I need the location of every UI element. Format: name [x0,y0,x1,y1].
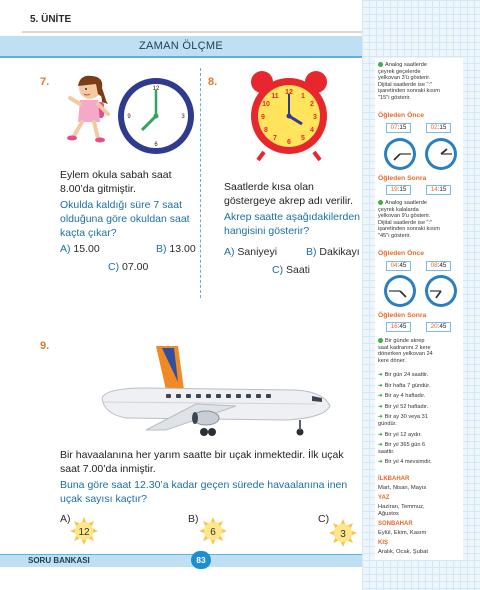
unit-underline [22,31,362,33]
q7-text-line2: 8.00’da gitmiştir. [60,183,136,195]
digital-time-8: 20:45 [426,322,451,332]
sidebar-clocks-quarter-to [381,273,461,309]
q9-text-line1: Bir havaalanına her yarım saatte bir uçak inmektedir. İlk uçak [60,449,344,461]
q8-text-line1: Saatlerde kısa olan [224,181,314,193]
svg-text:4: 4 [310,127,314,134]
sidebar-am-heading-2: Öğleden Önce [378,250,425,257]
q7-question-line3: kaçta çıkar? [60,227,117,239]
svg-text:3: 3 [181,114,185,120]
arrow-icon: ➜ [378,403,383,410]
digital-time-4: 14:15 [426,185,451,195]
season-summer-label: YAZ [378,495,390,501]
q9-option-a-label: A) [60,513,71,525]
footer-label: SORU BANKASI [28,556,90,565]
season-autumn-months: Eylül, Ekim, Kasım [378,530,427,536]
q7-number: 7. [40,76,50,88]
arrow-icon: ➜ [378,442,383,449]
sidebar-pm-heading-2: Öğleden Sonra [378,312,427,319]
q9-option-a-value: 12 [78,527,90,538]
q9-option-b-value: 6 [210,527,216,538]
season-spring-months: Mart, Nisan, Mayıs [378,485,427,491]
svg-text:7: 7 [273,135,277,142]
season-winter-label: KIŞ [378,540,389,546]
page-number: 83 [191,551,211,569]
q9-option-c-value: 3 [340,529,346,540]
q8-option-b[interactable]: B) Dakikayı [306,246,360,258]
season-autumn-label: SONBAHAR [378,521,413,527]
svg-text:11: 11 [271,93,279,100]
bullet-icon [378,62,383,67]
section-title: ZAMAN ÖLÇME [139,40,223,52]
airplane-illustration [86,338,332,440]
digital-time-5: 04:45 [386,261,411,271]
digital-time-1: 07:15 [386,123,411,133]
bullet-icon [378,338,383,343]
sidebar-info-day-rotation: Bir günde akrep saat kadranını 2 kere dönerken yelkovan 24 kere döner. [378,338,433,364]
q9-question-line2: uçak sayısı kaçtır? [60,493,147,505]
q9-text-line2: saat 7.00’da inmiştir. [60,463,156,475]
q8-question-line2: hangisini gösterir? [224,225,310,237]
arrow-icon: ➜ [378,393,383,400]
q7-text-line1: Eylem okula sabah saat [60,169,172,181]
column-divider [200,68,201,298]
analog-clock-icon [116,76,196,156]
sidebar-info-quarter-to: Analog saatlerde çeyrek kalalarda yelkovan 9'u gösterir. Dijital saatlerde ise ":" işaretinden sonraki kısım "45"i gösterir. [378,200,440,239]
sidebar-info-quarter-past: Analog saatlerde çeyrek geçelerde yelkovan 3'ü gösterir. Dijital saatlerde ise ":" işaretinden sonraki kısım "15"i gösterir. [378,62,440,101]
q7-question-line2: olduğuna göre okuldan saat [60,213,190,225]
q7-option-c[interactable]: C) 07.00 [108,261,149,273]
svg-text:12: 12 [152,86,160,92]
sidebar-clocks-quarter-past [381,136,461,172]
arrow-icon: ➜ [378,414,383,421]
svg-text:9: 9 [127,114,131,120]
q9-option-c-label: C) [318,513,330,525]
q9-option-b-sun-icon[interactable] [198,516,228,546]
girl-illustration [66,74,114,146]
digital-time-2: 02:15 [426,123,451,133]
sidebar-time-facts: ➜ Bir gün 24 saattir. ➜ Bir hafta 7 gündür. ➜ Bir ay 4 haftadır. ➜ Bir yıl 52 haftadır. ➜ Bir ay 30 veya 31 gündür. ➜ Bir yıl 12 aydır. ➜ Bir yıl 365 gün 6 saattir. ➜ Bir yıl 4 mevsimdir. [378,372,432,466]
q8-number: 8. [208,76,218,88]
svg-text:2: 2 [310,101,314,108]
bullet-icon [378,200,383,205]
svg-text:5: 5 [301,135,305,142]
q9-option-a-sun-icon[interactable] [69,516,99,546]
q7-option-a[interactable]: A) 15.00 [60,243,100,255]
season-winter-months: Aralık, Ocak, Şubat [378,549,428,555]
q7-question-line1: Okulda kaldığı süre 7 saat [60,199,182,211]
arrow-icon: ➜ [378,459,383,466]
svg-text:3: 3 [313,114,317,121]
q8-text-line2: göstergeye akrep adı verilir. [224,195,353,207]
season-spring-label: İLKBAHAR [378,476,410,482]
q9-option-c-sun-icon[interactable] [328,518,358,548]
q8-option-a[interactable]: A) Saniyeyi [224,246,278,258]
q9-number: 9. [40,340,50,352]
arrow-icon: ➜ [378,431,383,438]
svg-text:6: 6 [287,139,291,146]
svg-text:12: 12 [285,89,293,96]
season-summer-months: Haziran, Temmuz, Ağustos [378,504,425,517]
section-header [0,36,362,58]
svg-text:1: 1 [301,93,305,100]
arrow-icon: ➜ [378,372,383,378]
unit-title: 5. ÜNİTE [30,14,72,25]
digital-time-3: 19:15 [386,185,411,195]
svg-text:6: 6 [154,142,158,148]
q9-question-line1: Buna göre saat 12.30’a kadar geçen sürede havaalanına inen [60,479,348,491]
q9-option-b-label: B) [188,513,199,525]
svg-text:9: 9 [261,114,265,121]
sidebar-pm-heading-1: Öğleden Sonra [378,175,427,182]
svg-text:10: 10 [262,101,270,108]
q7-option-b[interactable]: B) 13.00 [156,243,196,255]
svg-text:8: 8 [264,127,268,134]
sidebar-am-heading-1: Öğleden Önce [378,112,425,119]
q8-question-line1: Akrep saatte aşağıdakilerden [224,211,361,223]
digital-time-7: 16:45 [386,322,411,332]
alarm-clock-icon [246,68,332,164]
q8-option-c[interactable]: C) Saati [272,264,310,276]
digital-time-6: 08:45 [426,261,451,271]
arrow-icon: ➜ [378,382,383,389]
